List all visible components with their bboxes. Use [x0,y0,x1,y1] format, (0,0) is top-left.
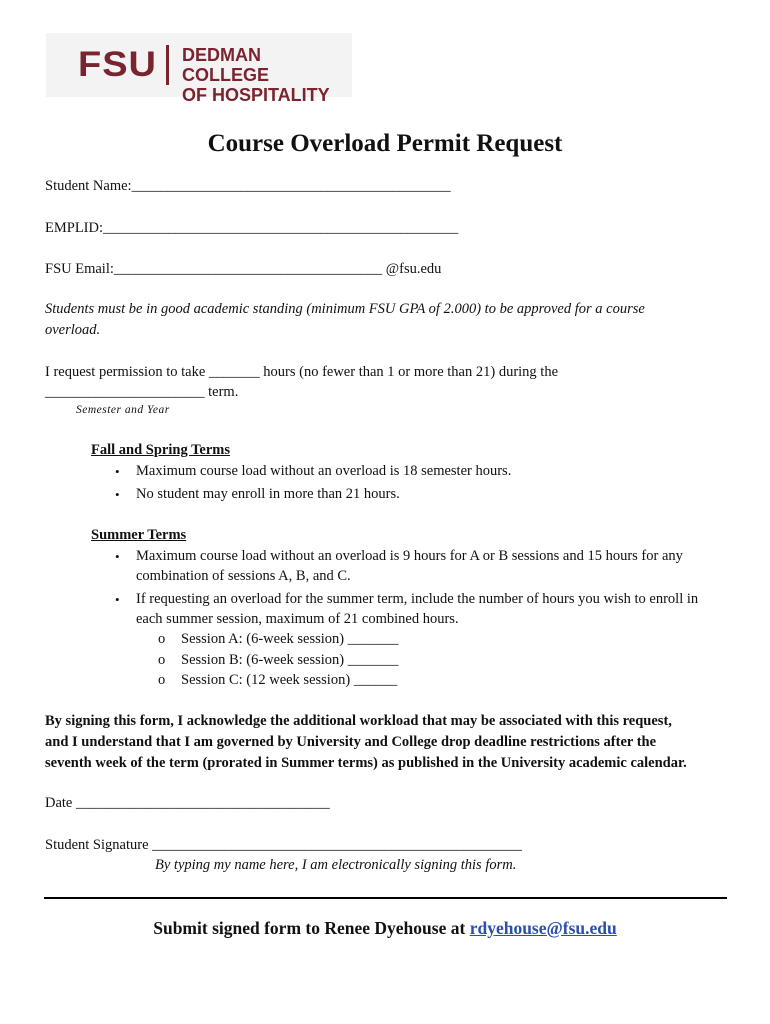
sub-bullet-icon: o [158,652,166,668]
fall-spring-heading: Fall and Spring Terms [91,442,230,458]
logo-college-line2: OF HOSPITALITY [182,85,330,105]
semester-caption: Semester and Year [76,404,170,416]
bullet-icon: • [115,487,120,502]
submit-instruction [0,918,770,939]
term-request-line[interactable]: ______________________ term. [45,384,239,400]
summer-item1-line2: combination of sessions A, B, and C. [136,568,351,584]
summer-item1-line1: Maximum course load without an overload is 9 hours for A or B sessions and 15 hours for any [136,548,683,564]
session-a-field[interactable]: Session A: (6-week session) _______ [181,631,399,647]
bullet-icon: • [115,464,120,479]
sub-bullet-icon: o [158,672,166,688]
acknowledge-line3: seventh week of the term (prorated in Summer terms) as published in the University academic calendar. [45,755,687,771]
student-signature-field[interactable]: Student Signature ___________________________________________________ [45,837,522,853]
date-field[interactable]: Date ___________________________________ [45,795,330,811]
summer-heading: Summer Terms [91,527,187,543]
fsu-dedman-logo [46,33,352,105]
sub-bullet-icon: o [158,631,166,647]
gpa-note-line2: overload. [45,322,101,338]
acknowledge-line1: By signing this form, I acknowledge the additional workload that may be associated with this request, [45,713,672,729]
hours-request-line[interactable]: I request permission to take _______ hours (no fewer than 1 or more than 21) during the [45,364,559,380]
student-name-field[interactable]: Student Name:____________________________________________ [45,178,451,194]
gpa-note-line1: Students must be in good academic standing (minimum FSU GPA of 2.000) to be approved for a course [45,301,645,317]
email-link[interactable]: rdyehouse@fsu.edu [469,918,617,938]
logo-divider [166,45,169,85]
summer-item2-line1: If requesting an overload for the summer term, include the number of hours you wish to enroll in [136,591,699,607]
acknowledge-line2: and I understand that I am governed by University and College drop deadline restrictions after the [45,734,657,750]
fall-spring-item: No student may enroll in more than 21 hours. [136,486,400,502]
emplid-field[interactable]: EMPLID:_________________________________________________ [45,220,459,236]
logo-college-name [182,45,352,105]
page-title: Course Overload Permit Request [207,130,563,157]
summer-item2-line2: each summer session, maximum of 21 combined hours. [136,611,459,627]
logo-college-line1: DEDMAN COLLEGE [182,45,270,85]
fsu-email-field[interactable]: FSU Email:_____________________________________ @fsu.edu [45,261,442,277]
logo-fsu-mark: FSU [78,45,157,85]
bullet-icon: • [115,592,120,607]
fall-spring-item: Maximum course load without an overload is 18 semester hours. [136,463,512,479]
bullet-icon: • [115,549,120,564]
session-c-field[interactable]: Session C: (12 week session) ______ [181,672,398,688]
signature-caption: By typing my name here, I am electronically signing this form. [155,857,517,873]
divider [44,897,727,899]
session-b-field[interactable]: Session B: (6-week session) _______ [181,652,399,668]
submit-text: Submit signed form to Renee Dyehouse at [153,918,470,938]
